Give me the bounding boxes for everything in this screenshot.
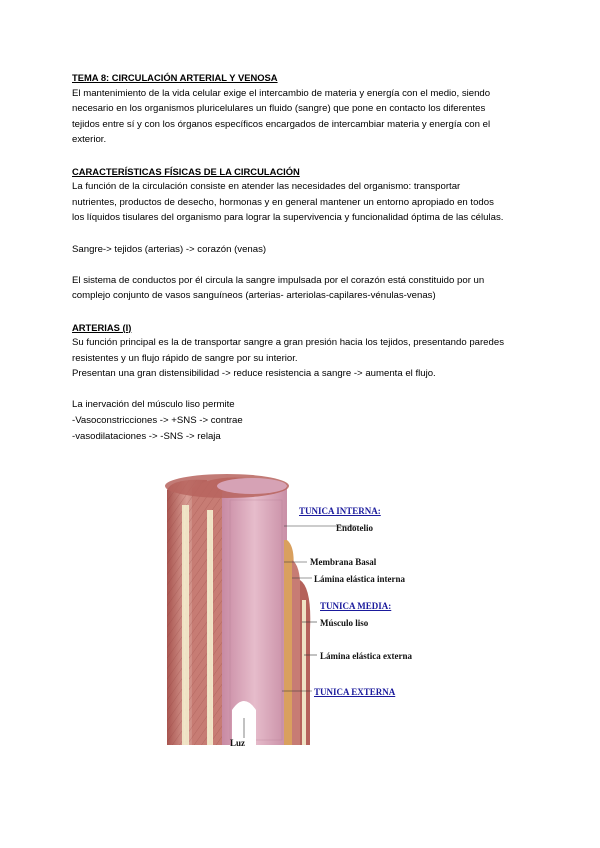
- document-page: [72, 70, 532, 444]
- innervation-line: -vasodilataciones -> -SNS -> relaja: [72, 430, 221, 442]
- artery-wall-diagram: [152, 470, 422, 755]
- section-heading-caracteristicas: CARACTERÍSTICAS FÍSICAS DE LA CIRCULACIÓN: [72, 165, 300, 177]
- paragraph-line: resistentes y un flujo rápido de sangre por su interior.: [72, 352, 298, 364]
- artery-illustration: [152, 470, 422, 755]
- paragraph-line: complejo conjunto de vasos sanguíneos (arterias- arteriolas-capilares-vénulas-venas): [72, 290, 436, 302]
- paragraph-line: necesario en los organismos pluricelulares un fluido (sangre) que pone en contacto los diferentes: [72, 103, 486, 115]
- innervation-line: La inervación del músculo liso permite: [72, 399, 235, 411]
- paragraph-line: La función de la circulación consiste en atender las necesidades del organismo: transportar: [72, 181, 461, 193]
- section-heading-arterias: ARTERIAS (I): [72, 321, 132, 333]
- tunica-media-label: TUNICA MEDIA:: [320, 601, 392, 611]
- lamina-elastica-interna-label: Lámina elástica interna: [314, 574, 405, 584]
- paragraph-line: exterior.: [72, 134, 107, 146]
- paragraph-line: Presentan una gran distensibilidad -> reduce resistencia a sangre -> aumenta el flujo.: [72, 368, 436, 380]
- musculo-liso-label: Músculo liso: [320, 618, 369, 628]
- tunica-interna-label: TUNICA INTERNA:: [299, 506, 381, 516]
- endotelio-label: Endotelio: [336, 523, 374, 533]
- lamina-elastica-externa-label: Lámina elástica externa: [320, 651, 412, 661]
- innervation-line: -Vasoconstricciones -> +SNS -> contrae: [72, 415, 243, 427]
- paragraph-line: nutrientes, productos de desecho, hormonas y en general mantener un entorno apropiado en todos: [72, 196, 494, 208]
- paragraph-line: El sistema de conductos por él circula la sangre impulsada por el corazón está constituido por un: [72, 274, 485, 286]
- paragraph-line: Su función principal es la de transportar sangre a gran presión hacia los tejidos, presentando paredes: [72, 337, 504, 349]
- membrana-basal-label: Membrana Basal: [310, 557, 377, 567]
- flow-line: Sangre-> tejidos (arterias) -> corazón (venas): [72, 243, 267, 255]
- paragraph-line: los líquidos tisulares del organismo para lograr la supervivencia y funcionalidad óptima de las células.: [72, 212, 504, 224]
- paragraph-line: tejidos entre sí y con los órganos específicos encargados de intercambiar materia y energía con el: [72, 118, 491, 130]
- luz-label: Luz: [230, 738, 246, 748]
- tunica-externa-label: TUNICA EXTERNA: [314, 687, 396, 697]
- section-heading-tema8: TEMA 8: CIRCULACIÓN ARTERIAL Y VENOSA: [72, 72, 278, 83]
- paragraph-line: El mantenimiento de la vida celular exige el intercambio de materia y energía con el medio, siendo: [72, 87, 491, 99]
- tunica-interna-layer: [222, 480, 287, 746]
